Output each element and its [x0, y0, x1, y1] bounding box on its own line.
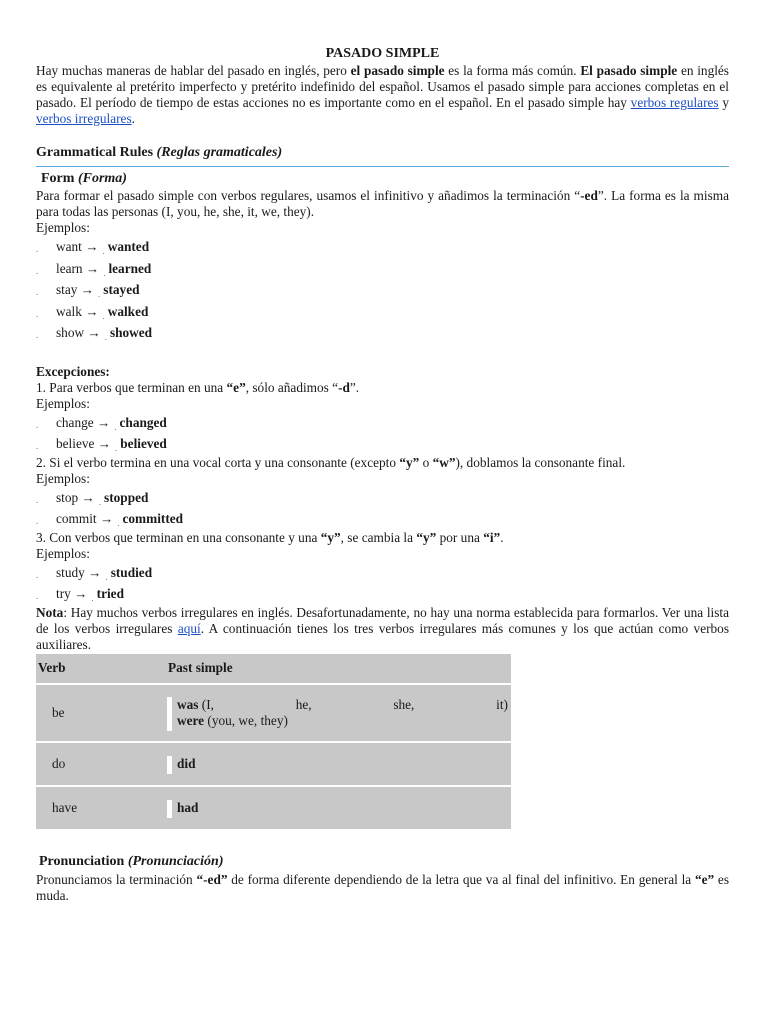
link-irregular-verbs[interactable]: verbos irregulares [36, 111, 132, 126]
rule-1 [36, 380, 729, 396]
form-text: ”. La forma es la misma para todas las personas (I, you, he, she, it, we, they). [36, 188, 730, 219]
base-verb: walk [56, 303, 82, 319]
intro-text: Hay muchas maneras de hablar del pasado en inglés, pero [36, 63, 351, 78]
bullet-icon: . [36, 330, 39, 340]
arrow-icon: → [85, 239, 99, 254]
table-row [36, 742, 511, 786]
bullet-icon: . [36, 287, 39, 297]
table-row [36, 684, 511, 742]
rule-text: o [419, 454, 433, 470]
pronunciation-heading-es: (Pronunciación) [127, 853, 224, 869]
list-item [36, 562, 729, 584]
base-verb: change [56, 414, 94, 430]
examples-label: Ejemplos: [36, 395, 90, 411]
past-verb: did [177, 755, 196, 771]
rule-text: . [500, 529, 504, 545]
arrow-icon: → [88, 564, 102, 580]
cell-marker [167, 800, 172, 818]
pronoun: she, [393, 696, 415, 712]
bullet-icon: . [36, 419, 39, 430]
base-verb: learn [56, 260, 83, 276]
past-verb: stayed [103, 282, 140, 297]
bullet-icon: . [91, 593, 94, 603]
regular-examples-list [36, 236, 729, 344]
rule-bold: “y” [416, 529, 437, 545]
pron-text: Pronunciamos la terminación [36, 871, 197, 887]
bullet-icon: . [98, 496, 102, 507]
list-item [36, 236, 729, 258]
arrow-icon: → [85, 260, 100, 276]
pron-text: es muda. [36, 871, 729, 903]
link-irregular-list[interactable]: aquí [177, 620, 201, 636]
rule-bold: “y” [399, 454, 420, 470]
form-heading [36, 170, 729, 188]
note-label: Nota [36, 604, 64, 620]
bullet-icon: . [102, 246, 105, 256]
base-verb: try [56, 586, 71, 601]
rule-text: por una [436, 529, 484, 545]
past-verb: changed [119, 414, 167, 430]
link-regular-verbs[interactable]: verbos regulares [630, 95, 719, 110]
bullet-icon: . [36, 308, 39, 319]
rule-text: , se cambia la [340, 529, 417, 545]
examples-label: Ejemplos: [36, 220, 90, 235]
rule-bold: “w” [432, 454, 456, 470]
list-item [36, 301, 729, 323]
intro-text: es la forma más común. [444, 63, 581, 78]
base-verb: show [56, 325, 85, 340]
form-bold: -ed [580, 188, 598, 203]
page-title: PASADO SIMPLE [325, 46, 440, 61]
note-paragraph [36, 605, 729, 653]
rule-text: , sólo añadimos “ [245, 379, 339, 395]
arrow-icon: → [81, 489, 95, 505]
pronoun: it) [496, 696, 508, 712]
list-item [36, 583, 729, 605]
past-verb: learned [108, 260, 152, 276]
past-cell [167, 786, 511, 830]
pron-text: de forma diferente dependiendo de la letra que va al final del infinitivo. En general la [227, 871, 695, 887]
bullet-icon: . [36, 569, 39, 580]
intro-text: en inglés es equivalente al pretérito imperfecto y pretérito indefinido del español. Usamos el pasado simple para acciones completas en el pasado. El período de tiempo de estas acciones no es importante como en el español. En el pasado simple hay [36, 63, 729, 110]
arrow-icon: → [97, 436, 112, 451]
arrow-icon: → [96, 414, 111, 430]
list-item [36, 433, 729, 455]
form-paragraph [36, 188, 729, 220]
form-heading-en: Form [41, 171, 75, 186]
rule-bold: “e” [226, 379, 246, 395]
bullet-icon: . [103, 267, 106, 278]
was-group [177, 697, 214, 713]
intro-bold: El pasado simple [580, 63, 678, 78]
bullet-icon: . [36, 265, 39, 276]
past-verb: were [177, 712, 205, 728]
cell-marker [167, 697, 172, 731]
rule-text: ), doblamos la consonante final. [455, 454, 626, 470]
pronoun-group: (you, we, they) [207, 712, 288, 728]
bullet-icon: . [115, 443, 118, 453]
bullet-icon: . [36, 441, 39, 451]
past-verb: had [177, 799, 199, 815]
past-verb: stopped [104, 489, 149, 505]
rule-3 [36, 530, 729, 546]
past-verb: showed [109, 325, 153, 340]
rule-bold: “y” [320, 529, 341, 545]
base-verb: stop [56, 489, 79, 505]
table-row [36, 786, 511, 830]
list-item [36, 322, 729, 344]
bullet-icon: . [105, 571, 108, 582]
document-page [36, 46, 729, 904]
note-text: . A continuación tienes los tres verbos irregulares más comunes y los que actúan como verbos auxiliares. [36, 620, 729, 652]
base-verb: stay [56, 282, 78, 297]
grammar-heading-en: Grammatical Rules [36, 145, 154, 160]
column-header-verb: Verb [36, 654, 167, 684]
base-verb: commit [56, 511, 97, 526]
form-heading-es: (Forma) [77, 171, 127, 186]
past-verb: wanted [107, 239, 150, 254]
pronunciation-heading-en: Pronunciation [39, 853, 125, 869]
past-cell [167, 742, 511, 786]
pronunciation-heading [36, 854, 729, 872]
past-verb: tried [96, 586, 124, 601]
bullet-icon: . [36, 516, 39, 526]
table-header-row [36, 654, 511, 684]
base-verb: want [56, 239, 82, 254]
bullet-icon: . [117, 518, 120, 528]
column-header-past-simple: Past simple [167, 654, 511, 684]
past-verb: committed [122, 511, 184, 526]
rule-text: 2. Si el verbo termina en una vocal corta y una consonante (excepto [36, 454, 400, 470]
intro-paragraph [36, 63, 729, 127]
pron-bold: “e” [694, 871, 715, 887]
list-item [36, 258, 729, 280]
list-item [36, 412, 729, 434]
past-verb: studied [110, 564, 153, 580]
verb-cell: be [36, 684, 167, 742]
past-cell [167, 684, 511, 742]
rule-text: ”. [349, 379, 360, 395]
base-verb: study [56, 564, 85, 580]
irregular-verbs-table [36, 654, 511, 831]
verb-cell: have [36, 786, 167, 830]
pronoun: he, [295, 696, 312, 712]
pron-bold: “-ed” [196, 871, 228, 887]
were-line [177, 713, 510, 729]
rule-bold: -d [338, 379, 350, 395]
rule-bold: “i” [483, 529, 501, 545]
bullet-icon: . [36, 244, 39, 254]
past-verb: believed [120, 436, 167, 451]
cell-marker [167, 756, 172, 774]
verb-cell: do [36, 742, 167, 786]
past-verb: walked [107, 303, 149, 319]
arrow-icon: → [85, 303, 99, 319]
base-verb: believe [56, 436, 95, 451]
grammar-heading-es: (Reglas gramaticales) [156, 145, 283, 160]
intro-text: . [131, 111, 135, 126]
intro-bold: el pasado simple [350, 63, 445, 78]
grammar-heading [36, 145, 729, 167]
bullet-icon: . [36, 494, 39, 505]
list-item [36, 487, 729, 509]
rule-text: 3. Con verbos que terminan en una consonante y una [36, 529, 321, 545]
past-verb: was [177, 696, 199, 712]
list-item [36, 508, 729, 530]
bullet-icon: . [36, 591, 39, 601]
arrow-icon: → [74, 586, 88, 601]
pronoun: (I, [201, 696, 214, 712]
bullet-icon: . [114, 421, 117, 432]
rule-2 [36, 455, 729, 471]
arrow-icon: → [87, 325, 101, 340]
arrow-icon: → [80, 282, 95, 297]
pronunciation-paragraph [36, 872, 729, 904]
bullet-icon: . [98, 289, 101, 299]
arrow-icon: → [99, 511, 114, 526]
was-line [177, 697, 510, 713]
bullet-icon: . [104, 332, 107, 342]
bullet-icon: . [102, 310, 105, 321]
examples-label: Ejemplos: [36, 545, 90, 561]
exceptions-heading: Excepciones: [36, 363, 110, 379]
rule-text: 1. Para verbos que terminan en una [36, 379, 227, 395]
list-item [36, 279, 729, 301]
intro-text: y [718, 95, 729, 110]
examples-label: Ejemplos: [36, 470, 90, 486]
note-text: : Hay muchos verbos irregulares en inglés. Desafortunadamente, no hay una norma establecida para formarlos. Ver una lista de los verbos irregulares [36, 604, 729, 636]
form-text: Para formar el pasado simple con verbos regulares, usamos el infinitivo y añadimos la terminación “ [36, 188, 581, 203]
